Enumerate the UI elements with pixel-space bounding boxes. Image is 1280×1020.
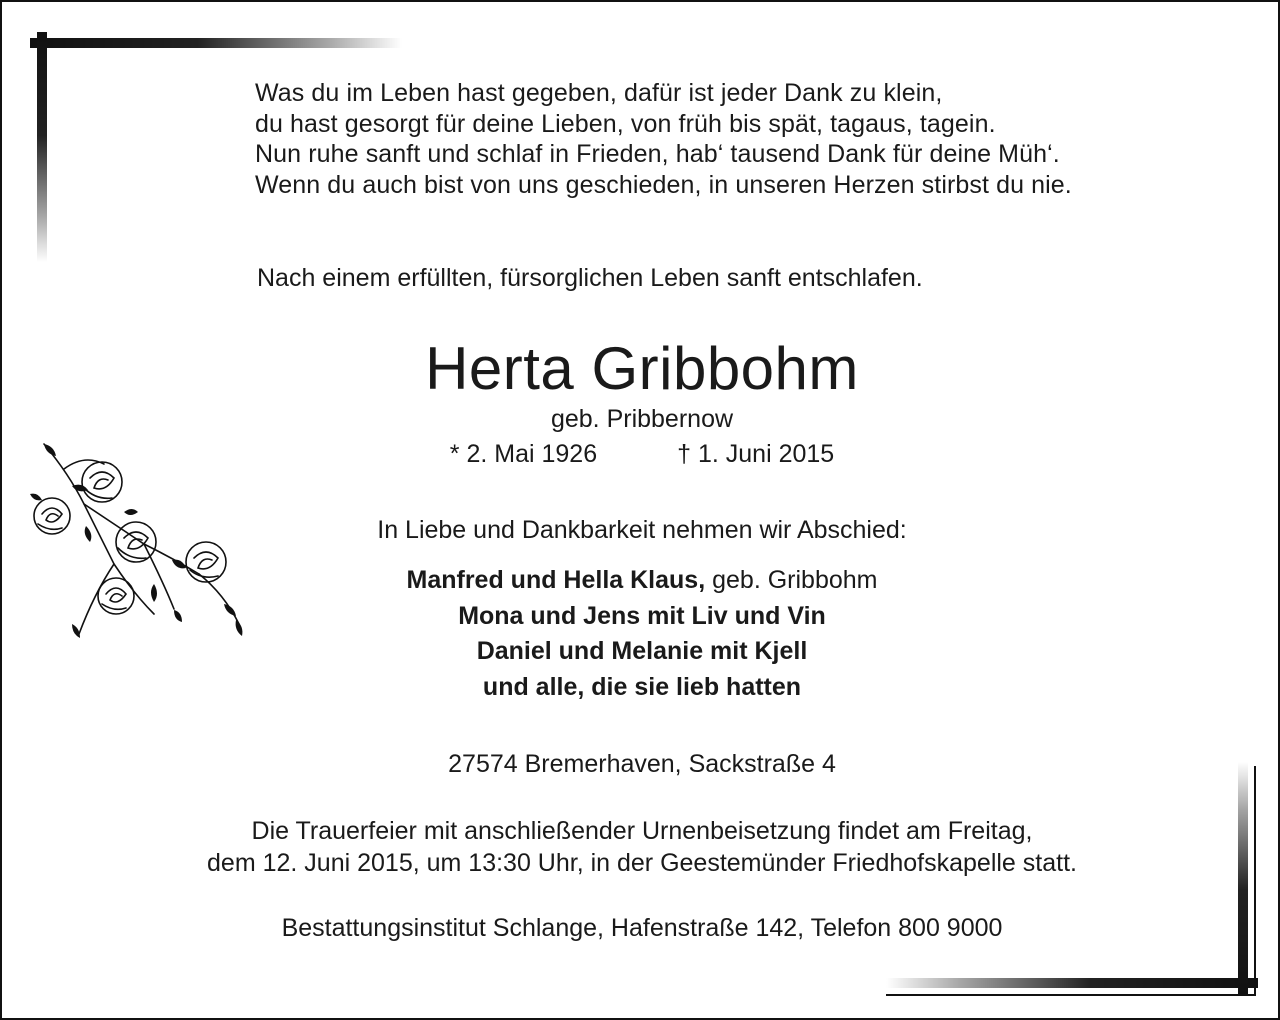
death-date: † 1. Juni 2015	[677, 440, 835, 468]
undertaker-info: Bestattungsinstitut Schlange, Hafenstraße 142, Telefon 800 9000	[281, 914, 1003, 942]
poem-line: Was du im Leben hast gegeben, dafür ist jeder Dank zu klein,	[255, 79, 943, 107]
family-line: und alle, die sie lieb hatten	[482, 673, 802, 701]
poem-line: Wenn du auch bist von uns geschieden, in unseren Herzen stirbst du nie.	[255, 170, 1072, 199]
birth-name: geb. Pribbernow	[550, 405, 734, 433]
frame-line-bottom	[886, 994, 1256, 996]
family-line: Daniel und Melanie mit Kjell	[476, 637, 808, 665]
frame-corner-top-left-vertical	[37, 32, 47, 262]
frame-corner-top-left	[30, 38, 402, 48]
ceremony-line: dem 12. Juni 2015, um 13:30 Uhr, in der Geestemünder Friedhofskapelle statt.	[207, 849, 1077, 877]
roses-icon	[24, 434, 264, 654]
family-name-bold: Manfred und Hella Klaus,	[406, 566, 706, 594]
birth-date: * 2. Mai 1926	[449, 440, 598, 468]
family-line: Mona und Jens mit Liv und Vin	[458, 602, 826, 630]
address: 27574 Bremerhaven, Sackstraße 4	[448, 750, 836, 778]
poem-line: Nun ruhe sanft und schlaf in Frieden, hab‘ tausend Dank für deine Müh‘.	[255, 140, 1060, 168]
frame-corner-bottom-right-vertical	[1238, 762, 1248, 994]
farewell-text: In Liebe und Dankbarkeit nehmen wir Abschied:	[377, 516, 907, 544]
frame-corner-bottom-right	[886, 978, 1258, 988]
ceremony-line: Die Trauerfeier mit anschließender Urnenbeisetzung findet am Freitag,	[251, 817, 1033, 845]
poem-line: du hast gesorgt für deine Lieben, von früh bis spät, tagaus, tagein.	[255, 109, 996, 138]
deceased-name: Herta Gribbohm	[425, 335, 859, 402]
intro-text: Nach einem erfüllten, fürsorglichen Leben sanft entschlafen.	[257, 264, 923, 292]
poem	[255, 78, 1072, 200]
frame-line-right	[1254, 766, 1256, 996]
family-name-suffix: geb. Gribbohm	[705, 566, 878, 594]
